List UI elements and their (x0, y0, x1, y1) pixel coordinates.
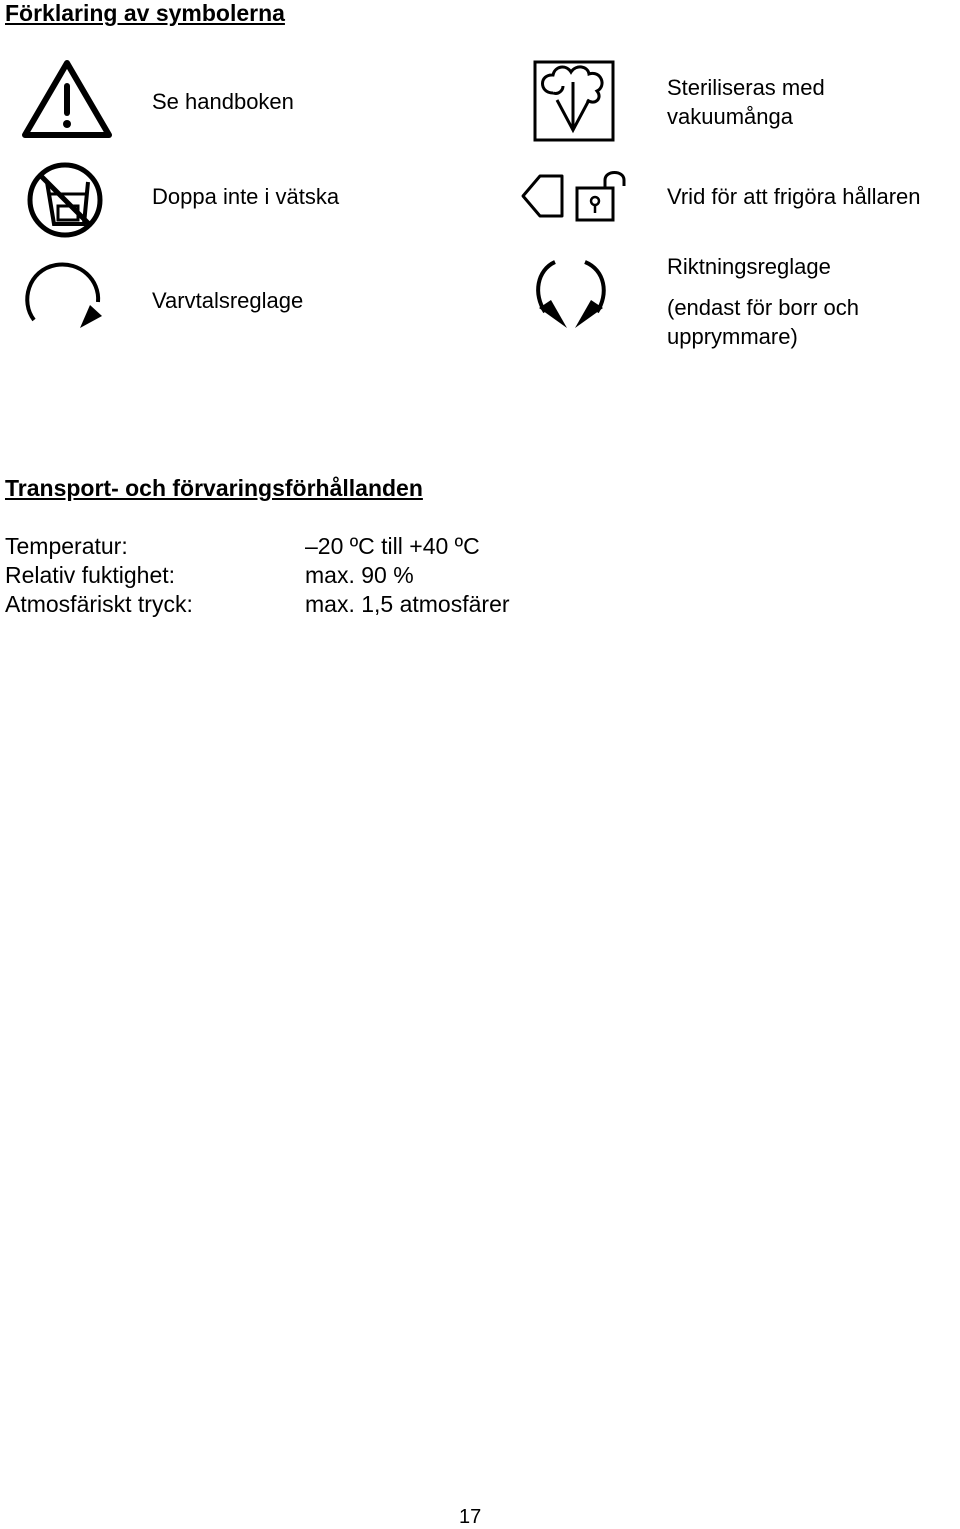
condition-value: –20 ºC till +40 ºC (305, 533, 480, 559)
symbol-label: Riktningsreglage (667, 254, 831, 279)
condition-label: Relativ fuktighet: (5, 562, 176, 588)
condition-value: max. 1,5 atmosfärer (305, 591, 510, 617)
speed-control-icon (22, 260, 104, 332)
symbol-label: Se handboken (152, 89, 294, 114)
do-not-immerse-icon (25, 160, 105, 240)
transport-heading: Transport- och förvaringsförhållanden (5, 475, 423, 501)
warning-triangle-icon (20, 58, 114, 140)
condition-label: Temperatur: (5, 533, 128, 559)
symbol-label: (endast för borr och (667, 295, 859, 320)
symbol-label: Doppa inte i vätska (152, 184, 340, 209)
symbol-label: upprymmare) (667, 324, 798, 349)
rotate-unlock-icon (520, 168, 632, 224)
symbol-label: Vrid för att frigöra hållaren (667, 184, 921, 209)
symbol-label: Steriliseras med (667, 75, 825, 100)
page-number: 17 (459, 1506, 482, 1528)
condition-value: max. 90 % (305, 562, 414, 588)
steam-sterilization-icon (533, 60, 615, 142)
condition-label: Atmosfäriskt tryck: (5, 591, 193, 617)
direction-control-icon (533, 258, 611, 332)
symbol-label: Varvtalsreglage (152, 288, 304, 313)
symbol-label: vakuumånga (667, 104, 793, 129)
section-heading: Förklaring av symbolerna (5, 0, 285, 26)
